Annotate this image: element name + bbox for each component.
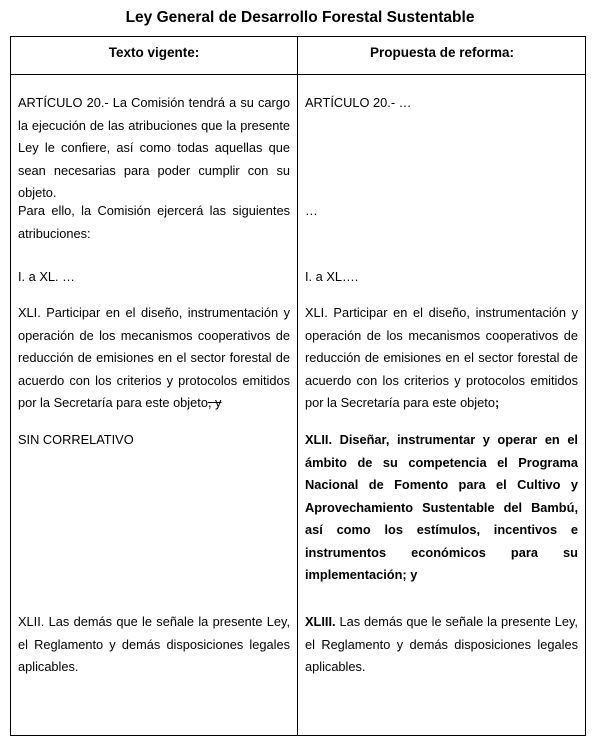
- left-fraction-xli: [18, 302, 290, 415]
- left-fraction-xlii: XLII. Las demás que le señale la presente Ley, el Reglamento y demás disposiciones legales aplicables.: [18, 614, 290, 674]
- right-ellipsis: …: [305, 203, 318, 218]
- comparison-table: [10, 36, 586, 736]
- header-reform-proposal: Propuesta de reforma:: [369, 45, 515, 60]
- left-article-20: ARTÍCULO 20.- La Comisión tendrá a su cargo la ejecución de las atribuciones que la presente Ley le confiere, así como todas aquellas que sean necesarias para poder cumplir con su objeto.: [18, 95, 290, 200]
- right-article-20: ARTÍCULO 20.- …: [305, 95, 412, 110]
- right-fraction-xli: [305, 302, 578, 415]
- right-xliii-number: XLIII.: [305, 614, 336, 629]
- left-sin-correlativo: SIN CORRELATIVO: [18, 432, 134, 447]
- right-i-xl: I. a XL….: [305, 269, 359, 284]
- header-divider: [11, 74, 585, 75]
- right-fraction-xlii-new: XLII. Diseñar, instrumentar y operar en el ámbito de su competencia el Programa Nacional de Fomento para el Cultivo y Aprovechamiento Sustentable del Bambú, así como los estímulos, incentivos e instrumentos económicos para su implementación; y: [305, 432, 578, 582]
- header-current-text: Texto vigente:: [108, 45, 200, 60]
- left-xli-struck: , y: [207, 395, 222, 410]
- column-divider: [297, 37, 298, 735]
- right-xli-semicolon: ;: [494, 395, 500, 410]
- left-xli-text: XLI. Participar en el diseño, instrumentación y operación de los mecanismos cooperativos de reducción de emisiones en el sector forestal de acuerdo con los criterios y protocolos emitidos por la Secretaría para este objeto: [18, 305, 290, 410]
- right-xliii-text: Las demás que le señale la presente Ley, el Reglamento y demás disposiciones legales aplicables.: [305, 614, 578, 674]
- right-xli-text: XLI. Participar en el diseño, instrumentación y operación de los mecanismos cooperativos de reducción de emisiones en el sector forestal de acuerdo con los criterios y protocolos emitidos por la Secretaría para este objeto: [305, 305, 578, 410]
- left-para-ello: Para ello, la Comisión ejercerá las siguientes atribuciones:: [18, 203, 290, 241]
- left-i-xl: I. a XL. …: [18, 269, 75, 284]
- right-fraction-xliii: [305, 611, 578, 679]
- document-title: Ley General de Desarrollo Forestal Sustentable: [125, 9, 475, 26]
